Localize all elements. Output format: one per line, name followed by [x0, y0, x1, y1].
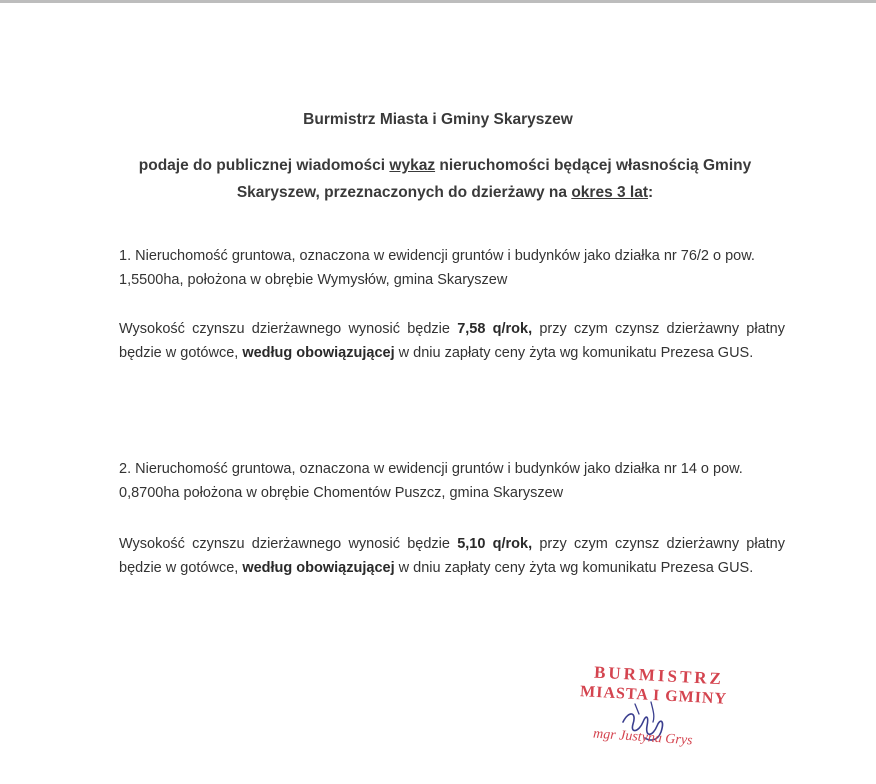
item-2-rent-end: w dniu zapłaty ceny żyta wg komunikatu Prezesa GUS. [394, 559, 754, 576]
item-1-description: 1. Nieruchomość gruntowa, oznaczona w ewidencji gruntów i budynków jako działka nr 76/2 o pow. 1,5500ha, położona w obrębie Wymysłów, gmina Skaryszew [119, 248, 755, 288]
top-border-line [0, 0, 876, 3]
item-2-rent [119, 533, 785, 580]
item-2-rent-value: 5,10 q/rok, [457, 536, 533, 552]
item-1-rent-rule: według obowiązującej [242, 344, 395, 361]
item-1-rent-value: 7,58 q/rok, [457, 321, 533, 337]
stamp-line-1: BURMISTRZ [593, 662, 725, 689]
item-1-rent [119, 318, 785, 365]
official-stamp [560, 664, 790, 774]
item-1-rent-end: w dniu zapłaty ceny żyta wg komunikatu Prezesa GUS. [394, 344, 754, 361]
item-1-rent-payment: przy czym czynsz dzierżawny płatny będzie w gotówce, [119, 321, 785, 361]
item-2-rent-text: Wysokość czynszu dzierżawnego wynosić będzie [119, 536, 458, 552]
intro-colon: : [648, 184, 654, 201]
item-2-description: 2. Nieruchomość gruntowa, oznaczona w ewidencji gruntów i budynków jako działka nr 14 o pow. 0,8700ha położona w obrębie Chomentów Puszcz, gmina Skaryszew [119, 461, 743, 501]
item-1-rent-text: Wysokość czynszu dzierżawnego wynosić będzie [119, 321, 458, 337]
intro-wykaz: wykaz [389, 157, 436, 174]
item-2-rent-payment: przy czym czynsz dzierżawny płatny będzie w gotówce, [119, 536, 785, 576]
intro-period: okres 3 lat [571, 184, 649, 201]
intro-text-start: podaje do publicznej wiadomości [138, 157, 390, 174]
item-2-rent-rule: według obowiązującej [242, 559, 395, 576]
stamp-line-2: MIASTA I GMINY [579, 683, 728, 708]
intro-text-middle: nieruchomości będącej własnością Gminy Skaryszew, przeznaczonych do dzierżawy na [236, 157, 752, 201]
document-title: Burmistrz Miasta i Gminy Skaryszew [303, 111, 573, 128]
stamp-signatory: mgr Justyna Grys [592, 726, 693, 749]
announcement-intro [100, 152, 790, 206]
